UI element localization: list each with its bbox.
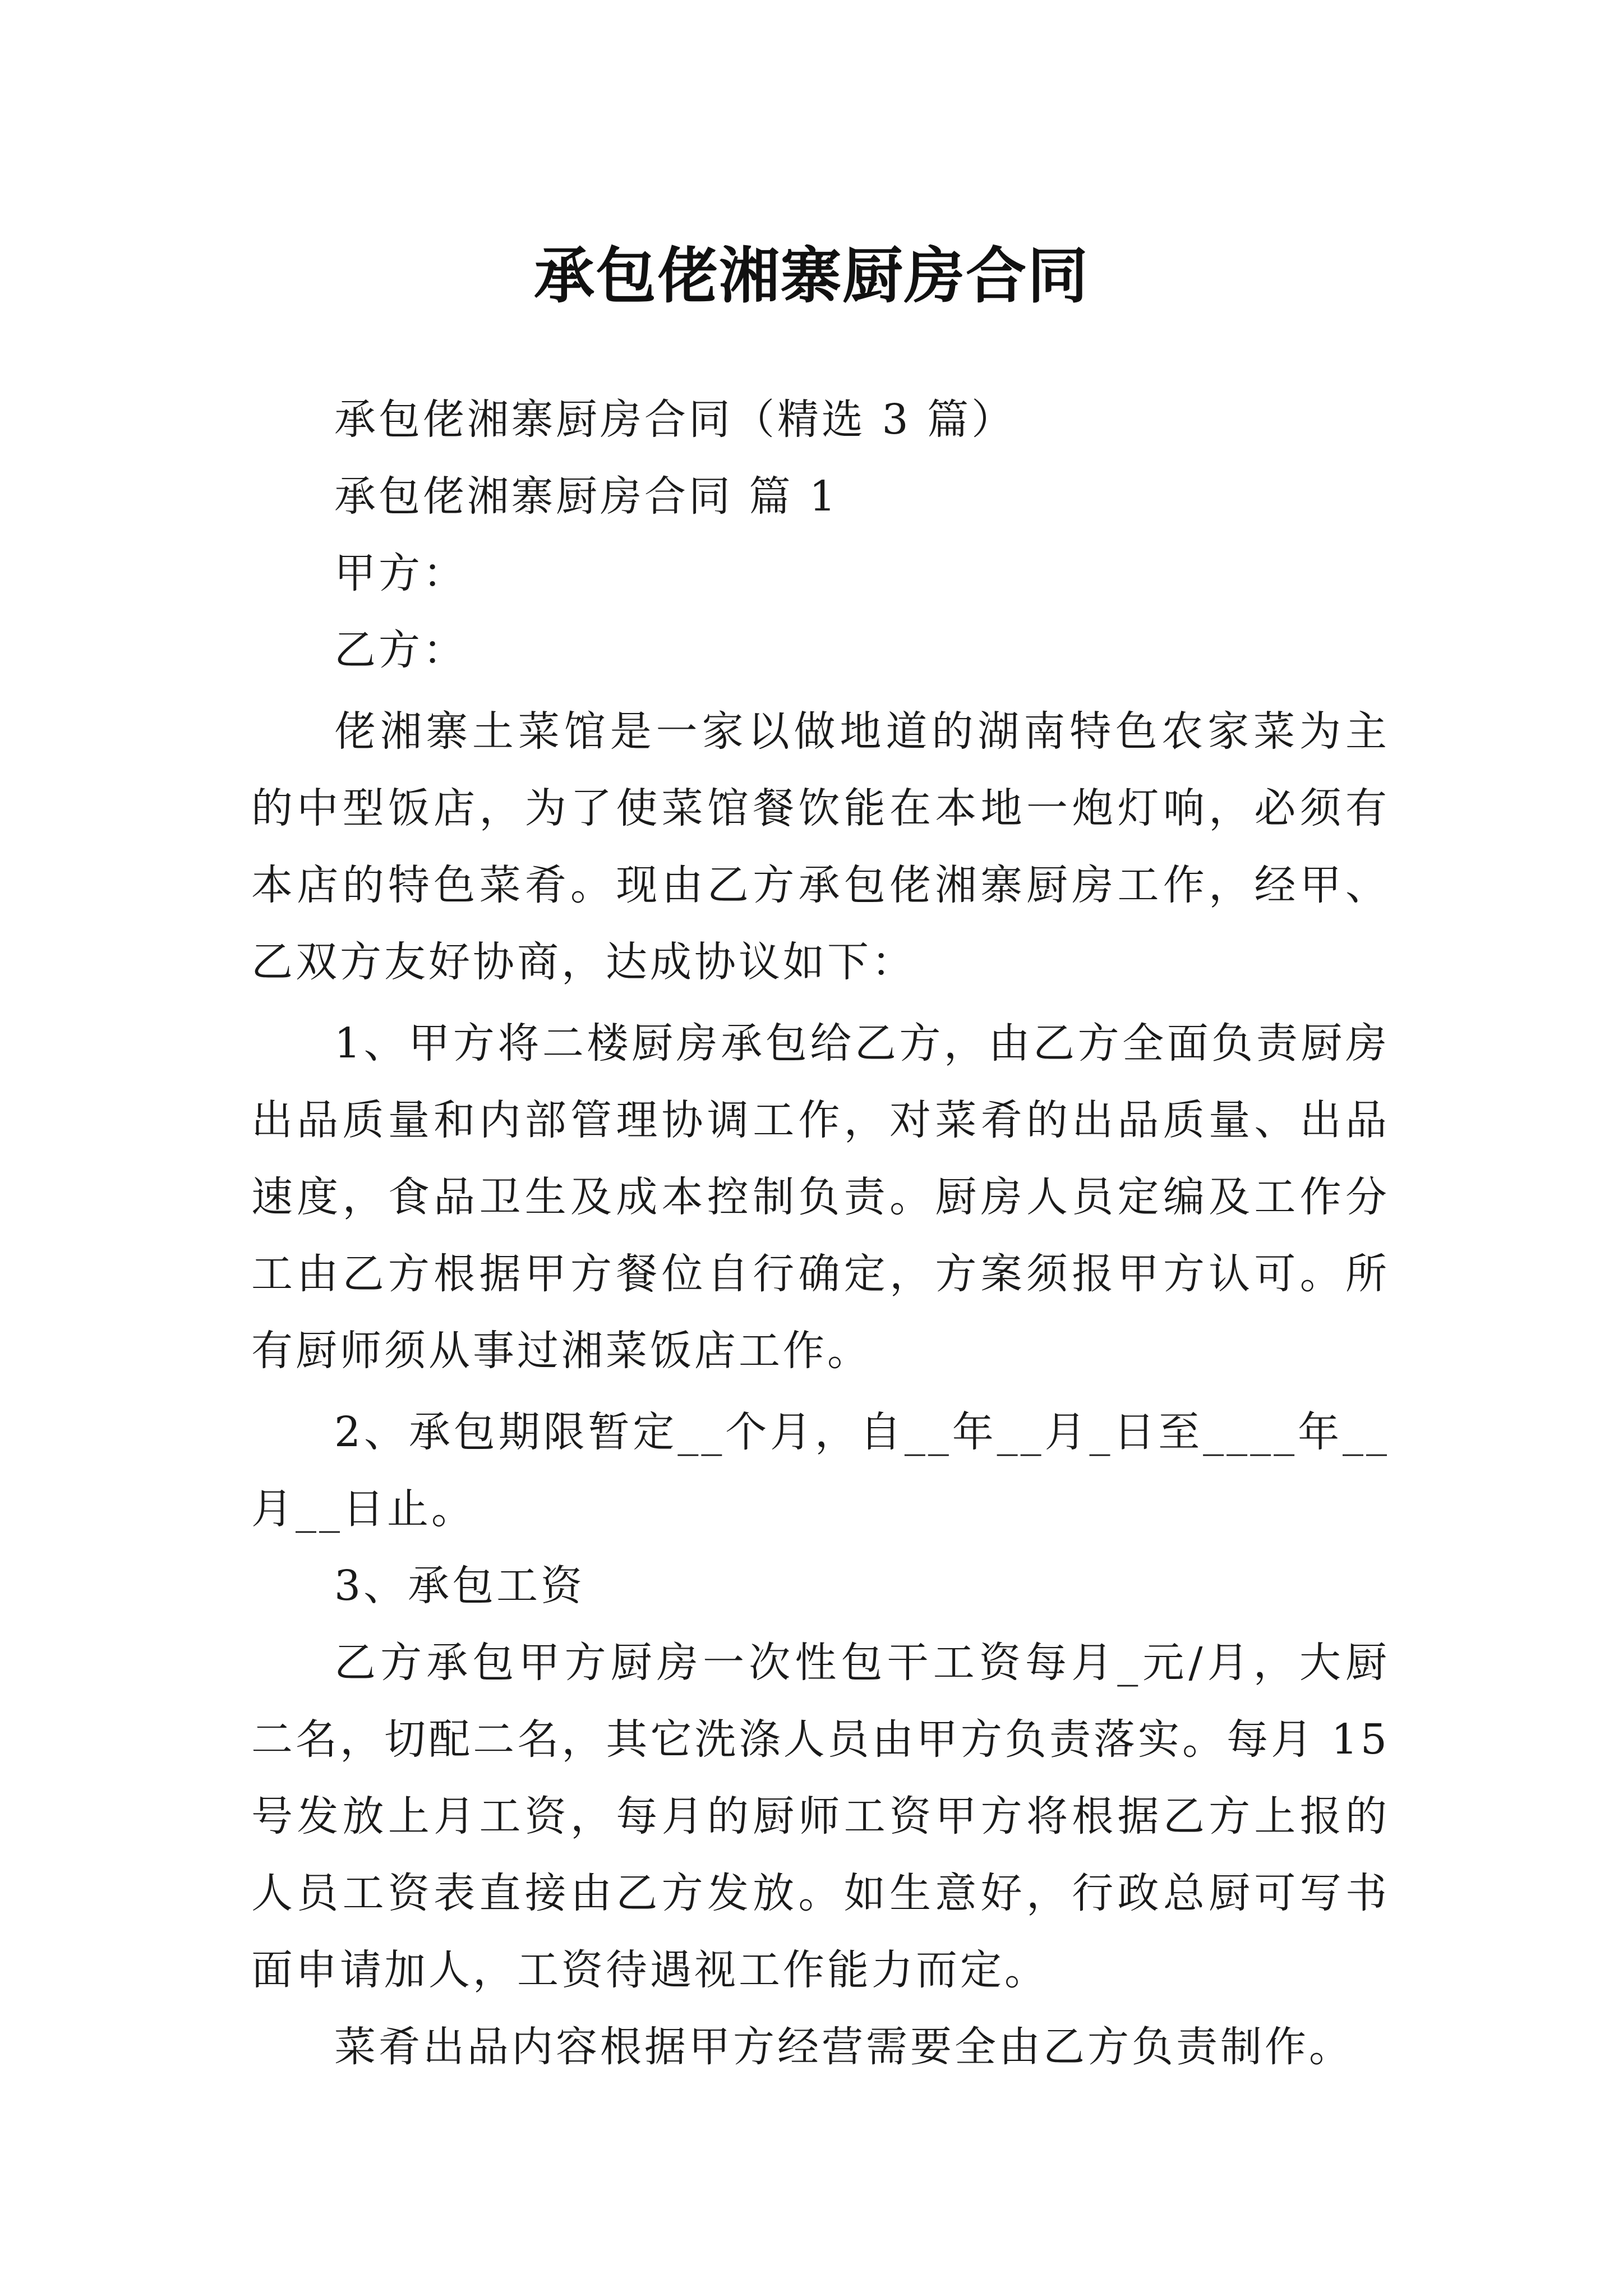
party-a-line: 甲方： (334, 549, 467, 597)
document-title: 承包佬湘寨厨房合同 (533, 241, 1089, 312)
document-body (251, 381, 1390, 2086)
clause-3-body: 乙方承包甲方厨房一次性包干工资每月_元/月，大厨二名，切配二名，其它洗涤人员由甲方负责落实。每月 15 号发放上月工资，每月的厨师工资甲方将根据乙方上报的人员工资表直接由乙方发放。如生意好，行政总厨可写书面申请加人，工资待遇视工作能力而定。 (251, 1639, 1390, 1994)
closing-paragraph: 菜肴出品内容根据甲方经营需要全由乙方负责制作。 (334, 2023, 1353, 2071)
section-heading: 承包佬湘寨厨房合同 篇 1 (334, 472, 839, 521)
party-b-line: 乙方： (334, 626, 467, 674)
subtitle-selection: 承包佬湘寨厨房合同（精选 3 篇） (334, 395, 1016, 444)
clause-1: 1、甲方将二楼厨房承包给乙方，由乙方全面负责厨房出品质量和内部管理协调工作，对菜肴的出品质量、出品速度，食品卫生及成本控制负责。厨房人员定编及工作分工由乙方根据甲方餐位自行确定，方案须报甲方认可。所有厨师须从事过湘菜饭店工作。 (251, 1019, 1390, 1375)
clause-3-heading: 3、承包工资 (334, 1562, 585, 1610)
intro-paragraph: 佬湘寨土菜馆是一家以做地道的湖南特色农家菜为主的中型饭店，为了使菜馆餐饮能在本地一炮灯响，必须有本店的特色菜肴。现由乙方承包佬湘寨厨房工作，经甲、乙双方友好协商，达成协议如下： (251, 707, 1390, 986)
clause-2: 2、承包期限暂定__个月，自__年__月_日至____年__月__日止。 (251, 1408, 1390, 1533)
